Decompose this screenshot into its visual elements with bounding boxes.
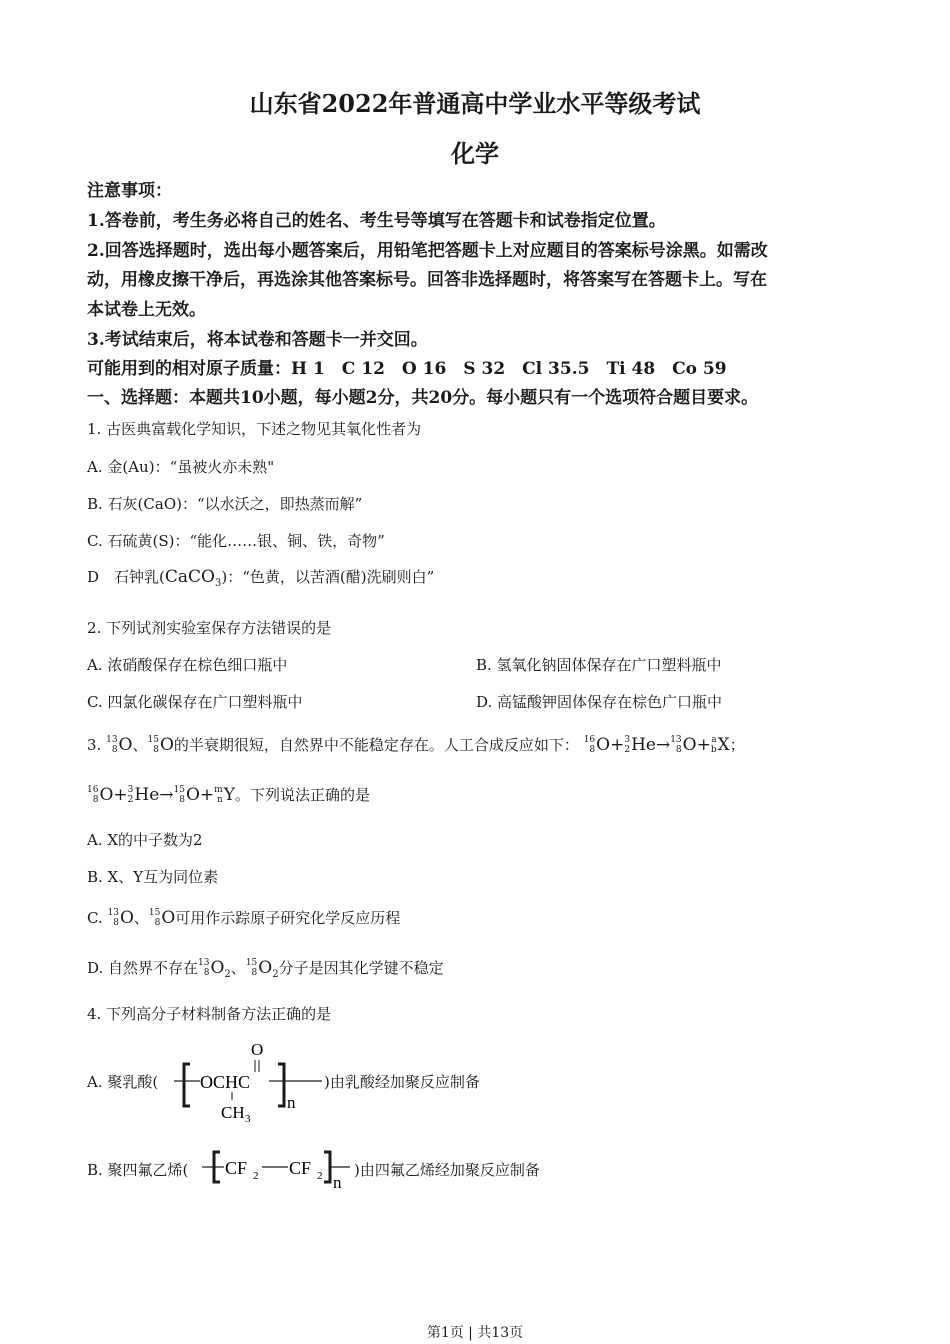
o-symbol: O <box>185 785 200 805</box>
y-symbol: Y <box>223 785 235 805</box>
o-symbol: O <box>682 735 697 755</box>
reaction-arrow: → <box>655 735 671 755</box>
q3-line-2 <box>87 784 370 806</box>
iso-o13-a: 13 8 <box>106 735 118 755</box>
atomic-masses: 可能用到的相对原子质量：H 1 C 12 O 16 S 32 Cl 35.5 Ti 48 Co 59 <box>87 359 727 379</box>
q2-option-d: D. 高锰酸钾固体保存在棕色广口瓶中 <box>476 693 723 711</box>
iso-he3-b: 3 2 <box>127 785 134 805</box>
notice-item-2: 2.回答选择题时，选出每小题答案后，用铅笔把答题卡上对应题目的答案标号涂黑。如需改 <box>87 241 768 261</box>
sep: 、 <box>230 959 246 977</box>
q3-text-2: 。下列说法正确的是 <box>234 786 370 804</box>
q3-option-a: A. X的中子数为2 <box>87 831 203 849</box>
q3-option-d <box>87 957 444 980</box>
q2-option-c: C. 四氯化碳保存在广口塑料瓶中 <box>87 693 303 711</box>
q2-option-b: B. 氢氧化钠固体保存在广口塑料瓶中 <box>476 656 722 674</box>
he-symbol: He <box>631 735 656 755</box>
plus-sign: + <box>610 735 625 755</box>
q3-option-b: B. X、Y互为同位素 <box>87 868 219 886</box>
q1-option-b: B. 石灰(CaO)：“以水沃之，即热蒸而解” <box>87 495 363 513</box>
notice-item-2-cont: 动，用橡皮擦干净后，再选涂其他答案标号。回答非选择题时，将答案写在答题卡上。写在 <box>87 270 767 290</box>
o-symbol: O <box>99 785 114 805</box>
pla-methyl: CH <box>221 1103 245 1122</box>
iso-o16-b: 16 8 <box>87 785 99 805</box>
notice-heading: 注意事项： <box>87 181 172 201</box>
ptfe-sub-2: 2 <box>317 1170 323 1182</box>
q3-c-prefix: C. <box>87 909 103 927</box>
q1-option-d <box>87 566 434 589</box>
pla-methyl-sub: 3 <box>245 1113 251 1125</box>
sub-2: 2 <box>224 969 231 980</box>
plus-sign: + <box>113 785 128 805</box>
page-footer: 第1页 | 共13页 <box>426 1325 524 1341</box>
plus-sign: + <box>199 785 215 805</box>
iso-x: a b <box>710 735 717 755</box>
iso-o15-d: 15 8 <box>245 958 258 978</box>
notice-item-2-end: 本试卷上无效。 <box>87 300 206 320</box>
notice-item-3: 3.考试结束后，将本试卷和答题卡一并交回。 <box>87 330 428 350</box>
q1-stem: 1. 古医典富载化学知识，下述之物见其氧化性者为 <box>87 420 422 438</box>
o-symbol: O <box>119 908 134 928</box>
ptfe-cf2-2: CF <box>289 1158 312 1178</box>
pla-n: n <box>287 1093 296 1112</box>
x-symbol: X <box>717 735 730 755</box>
q4-stem: 4. 下列高分子材料制备方法正确的是 <box>87 1005 332 1023</box>
o-symbol: O <box>258 958 273 978</box>
iso-o15-b: 15 8 <box>173 785 185 805</box>
o-symbol: O <box>596 735 611 755</box>
q3-end-1: ； <box>729 736 745 754</box>
q2-option-a: A. 浓硝酸保存在棕色细口瓶中 <box>87 656 288 674</box>
iso-y: m n <box>214 785 223 805</box>
q4-option-a-suffix: )由乳酸经加聚反应制备 <box>324 1073 480 1091</box>
q3-c-suffix: 可用作示踪原子研究化学反应历程 <box>175 909 401 927</box>
ptfe-sub-1: 2 <box>253 1170 259 1182</box>
iso-o13-c: 13 8 <box>107 908 119 928</box>
q3-d-suffix: 分子是因其化学键不稳定 <box>278 959 444 977</box>
iso-o15-c: 15 8 <box>148 908 161 928</box>
q3-line-1 <box>87 734 745 756</box>
q3-text-1: 的半衰期很短，自然界中不能稳定存在。人工合成反应如下： <box>173 736 579 754</box>
q3-option-c <box>87 907 400 929</box>
q1-d-sub: 3 <box>214 578 222 589</box>
o-symbol: O <box>159 735 174 755</box>
exam-title: 山东省2022年普通高中学业水平等级考试 <box>249 89 701 118</box>
iso-o13-b: 13 8 <box>670 735 682 755</box>
q1-option-c: C. 石硫黄(S)：“能化……银、铜、铁，奇物” <box>87 532 385 550</box>
iso-o13-d: 13 8 <box>198 958 210 978</box>
he-symbol: He <box>134 785 160 805</box>
ptfe-structure <box>200 1146 360 1192</box>
iso-o15-a: 15 8 <box>147 735 159 755</box>
iso-he3: 3 2 <box>624 735 631 755</box>
q4-option-a-prefix: A. 聚乳酸( <box>87 1073 159 1091</box>
o-symbol: O <box>118 735 133 755</box>
subject-title: 化学 <box>451 139 499 168</box>
iso-o16: 16 8 <box>583 735 596 755</box>
sep: 、 <box>133 909 149 927</box>
q1-d-prefix: D 石钟乳( <box>87 568 165 586</box>
plus-sign: + <box>696 735 711 755</box>
q1-d-suffix: )：“色黄，以苦酒(醋)洗刷则白” <box>221 568 435 586</box>
pla-carbonyl-o: O <box>251 1040 264 1059</box>
sub-2: 2 <box>272 969 279 980</box>
q4-option-b-suffix: )由四氟乙烯经加聚反应制备 <box>354 1161 540 1179</box>
notice-item-1: 1.答卷前，考生务必将自己的姓名、考生号等填写在答题卡和试卷指定位置。 <box>87 211 666 231</box>
q1-option-a: A. 金(Au)：“虽被火亦未熟" <box>87 458 275 476</box>
q3-d-prefix: D. 自然界不存在 <box>87 959 199 977</box>
q1-d-formula: CaCO <box>164 567 215 587</box>
polylactic-acid-structure <box>172 1036 324 1128</box>
section-1-heading: 一、选择题：本题共10小题，每小题2分，共20分。每小题只有一个选项符合题目要求。 <box>87 388 759 408</box>
pla-chain: OCHC <box>200 1072 251 1092</box>
sep: 、 <box>132 736 148 754</box>
reaction-arrow: → <box>159 785 174 805</box>
o-symbol: O <box>210 958 225 978</box>
o-symbol: O <box>161 908 176 928</box>
q4-option-b-prefix: B. 聚四氟乙烯( <box>87 1161 189 1179</box>
ptfe-cf2-1: CF <box>225 1158 248 1178</box>
ptfe-n: n <box>333 1173 342 1192</box>
q3-number: 3. <box>87 736 102 754</box>
q2-stem: 2. 下列试剂实验室保存方法错误的是 <box>87 619 332 637</box>
